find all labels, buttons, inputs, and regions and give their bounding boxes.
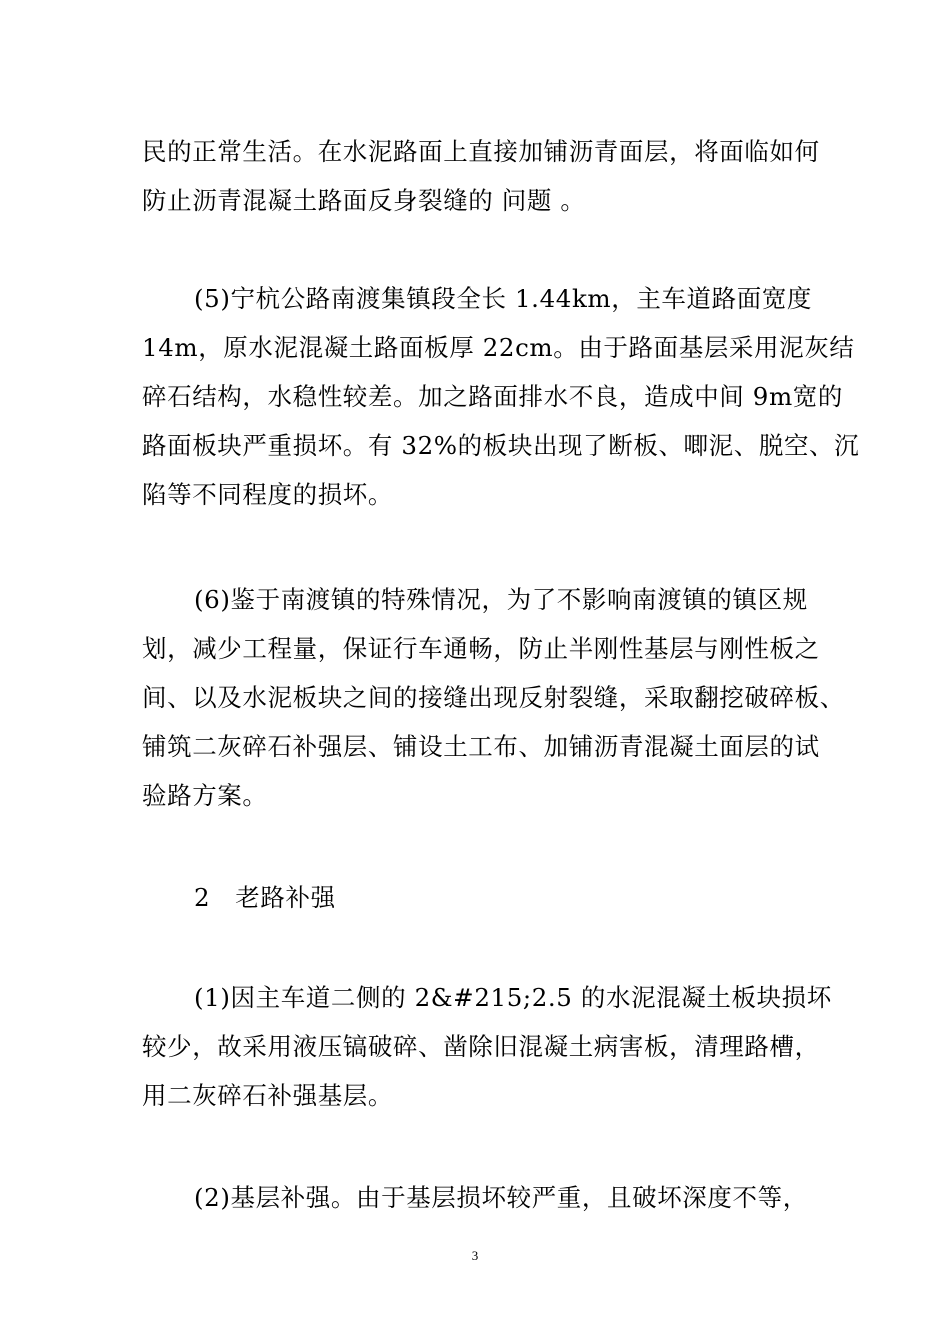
paragraph-2-line-5: 陷等不同程度的损坏。 [142,480,393,509]
paragraph-5-line-1: (1)因主车道二侧的 2&#215;2.5 的水泥混凝土板块损坏 [194,983,832,1012]
paragraph-2-line-4: 路面板块严重损坏。有 32%的板块出现了断板、唧泥、脱空、沉 [142,431,860,460]
paragraph-2-line-2: 14m，原水泥混凝土路面板厚 22cm。由于路面基层采用泥灰结 [142,333,855,362]
paragraph-6-line-1: (2)基层补强。由于基层损坏较严重，且破坏深度不等， [194,1183,808,1212]
paragraph-3-line-5: 验路方案。 [142,781,268,810]
paragraph-3-line-1: (6)鉴于南渡镇的特殊情况，为了不影响南渡镇的镇区规 [194,585,808,614]
section-heading: 2 老路补强 [194,883,336,912]
paragraph-5-line-3: 用二灰碎石补强基层。 [142,1081,393,1110]
paragraph-2-line-3: 碎石结构，水稳性较差。加之路面排水不良，造成中间 9m宽的 [142,382,844,411]
paragraph-1-line-1: 民的正常生活。在水泥路面上直接加铺沥青面层，将面临如何 [142,137,820,166]
paragraph-2-line-1: (5)宁杭公路南渡集镇段全长 1.44km，主车道路面宽度 [194,284,813,313]
paragraph-5-line-2: 较少，故采用液压镐破碎、凿除旧混凝土病害板，清理路槽， [142,1032,820,1061]
page-number: 3 [471,1248,479,1263]
paragraph-1-line-2: 防止沥青混凝土路面反身裂缝的 问题 。 [142,186,586,215]
paragraph-3-line-4: 铺筑二灰碎石补强层、铺设土工布、加铺沥青混凝土面层的试 [142,732,820,761]
paragraph-3-line-3: 间、以及水泥板块之间的接缝出现反射裂缝，采取翻挖破碎板、 [142,683,845,712]
paragraph-3-line-2: 划，减少工程量，保证行车通畅，防止半刚性基层与刚性板之 [142,634,820,663]
